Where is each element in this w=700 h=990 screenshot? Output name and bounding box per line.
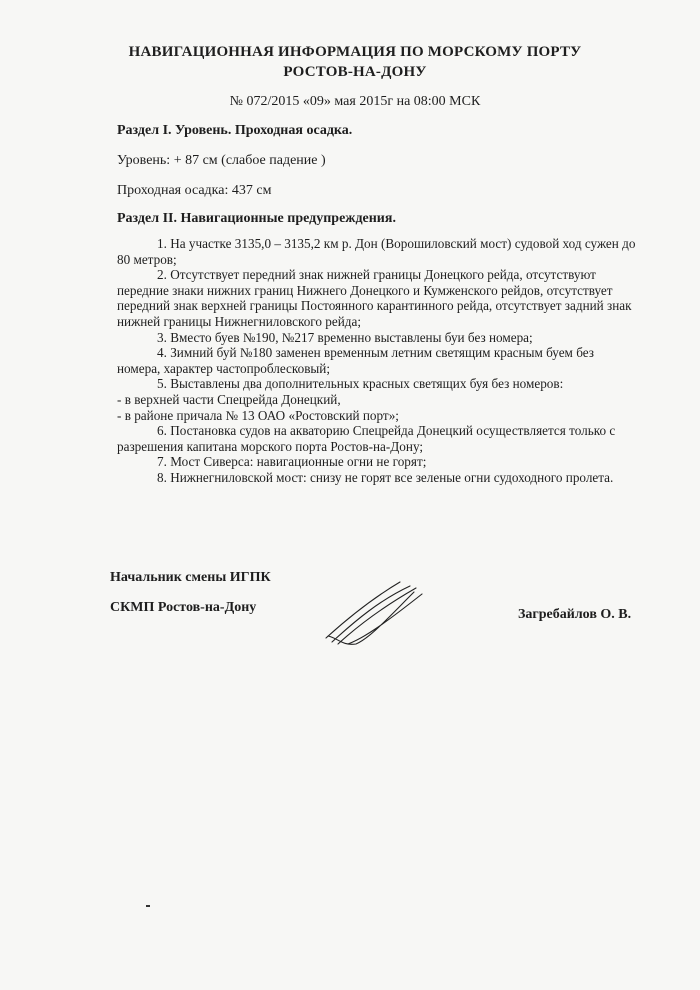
section-1-heading: Раздел I. Уровень. Проходная осадка. <box>117 123 353 138</box>
warning-item: 1. На участке 3135,0 – 3135,2 км р. Дон (Ворошиловский мост) судовой ход сужен до 80 метров; <box>117 236 636 267</box>
warning-item: 2. Отсутствует передний знак нижней границы Донецкого рейда, отсутствуют передние знаки нижних границ Нижнего Донецкого и Кумженского рейдов, отсутствует передний знак верхней границы Постоянного карантинного рейда, отсутствует задний знак нижней границы Нижнегниловского рейда; <box>117 267 632 329</box>
handwritten-signature <box>318 578 428 650</box>
document-number-date: № 072/2015 «09» мая 2015г на 08:00 МСК <box>229 94 481 109</box>
passage-draft-line: Проходная осадка: 437 см <box>117 183 272 198</box>
warning-subitem: - в верхней части Спецрейда Донецкий, <box>117 391 341 407</box>
warning-item: 5. Выставлены два дополнительных красных светящих буя без номеров: <box>157 376 564 392</box>
warning-item: 4. Зимний буй №180 заменен временным летним светящим красным буем без номера, характер частопроблесковый; <box>117 345 594 376</box>
warnings-list <box>117 236 637 486</box>
section-2-heading: Раздел II. Навигационные предупреждения. <box>117 211 396 226</box>
scan-speck <box>146 905 150 907</box>
warning-item: 6. Постановка судов на акваторию Спецрейда Донецкий осуществляется только с разрешения капитана морского порта Ростов-на-Дону; <box>117 423 616 454</box>
document-title: НАВИГАЦИОННАЯ ИНФОРМАЦИЯ ПО МОРСКОМУ ПОРТУ РОСТОВ-НА-ДОНУ <box>128 44 582 80</box>
signatory-position-line-1: Начальник смены ИГПК <box>110 570 271 585</box>
water-level-line: Уровень: + 87 см (слабое падение ) <box>117 153 326 168</box>
warning-item: 8. Нижнегниловской мост: снизу не горят все зеленые огни судоходного пролета. <box>157 469 614 485</box>
signatory-position-line-2: СКМП Ростов-на-Дону <box>110 600 257 615</box>
signatory-name: Загребайлов О. В. <box>518 607 632 622</box>
warning-subitem: - в районе причала № 13 ОАО «Ростовский порт»; <box>117 407 399 423</box>
warning-item: 7. Мост Сиверса: навигационные огни не горят; <box>157 454 427 470</box>
warning-item: 3. Вместо буев №190, №217 временно выставлены буи без номера; <box>157 329 533 345</box>
